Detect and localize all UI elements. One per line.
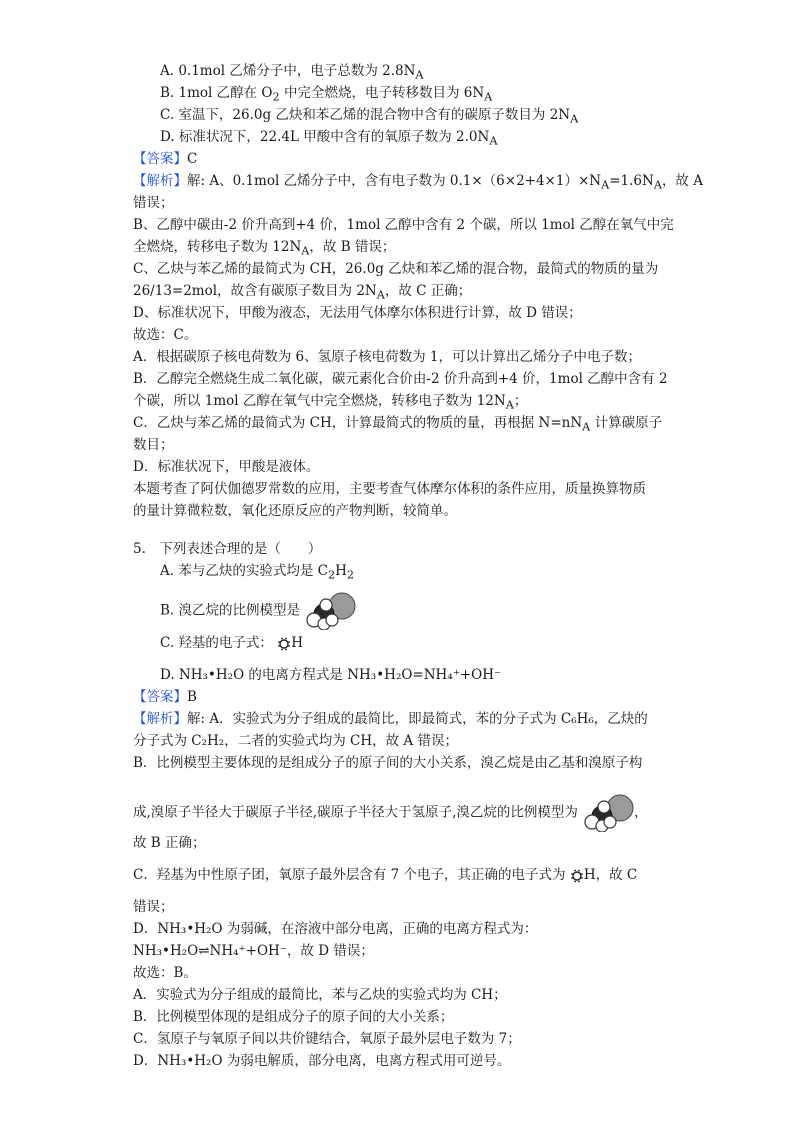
q5-analysis-line: 故选：B。	[133, 965, 197, 981]
q5-analysis-line: 【解析】解: A．实验式为分子组成的最简比，即最简式，苯的分子式为 C₆H₆，乙炔的	[133, 711, 648, 727]
q5-analysis-line: D．NH₃•H₂O 为弱碱，在溶液中部分电离，正确的电离方程式为：	[133, 921, 538, 937]
q4-analysis-line: 的量计算微粒数，氧化还原反应的产物判断，较简单。	[133, 503, 457, 519]
q4-option-d: D. 标准状况下，22.4L 甲酸中含有的氧原子数为 $2.0N_A$	[160, 129, 498, 148]
q4-analysis-line: 个碳，所以 1mol 乙醇在氧气中完全燃烧，转移电子数为 $12N_A$；	[133, 393, 528, 412]
q4-option-a: A. 0.1mol 乙烯分子中，电子总数为 $2.8N_A$	[160, 63, 424, 82]
q4-analysis-line: 错误；	[133, 195, 174, 211]
q5-stem: 5. 下列表述合理的是（ ）	[133, 541, 322, 557]
q4-option-c: C. 室温下，26.0g 乙炔和苯乙烯的混合物中含有的碳原子数目为 $2N_A$	[160, 107, 579, 126]
q5-option-b: B. 溴乙烷的比例模型是	[160, 592, 356, 630]
q5-analysis-line: C．氢原子与氧原子间以共价键结合，氧原子最外层电子数为 7；	[133, 1031, 521, 1047]
hydroxyl-electron-dot-icon	[570, 869, 584, 883]
q4-analysis-line: 故选：C。	[133, 327, 198, 343]
q5-option-d: D. NH₃•H₂O 的电离方程式是 NH₃•H₂O=NH₄⁺+OH⁻	[160, 667, 502, 683]
q5-analysis-line: 成,溴原子半径大于碳原子半径,碳原子半径大于氢原子,溴乙烷的比例模型为 ，	[133, 794, 648, 832]
q5-option-a: A. 苯与乙炔的实验式均是 $C_2H_2$	[160, 563, 355, 582]
q5-analysis-line: D．NH₃•H₂O 为弱电解质，部分电离，电离方程式用可逆号。	[133, 1053, 511, 1069]
q5-analysis-line: NH₃•H₂O⇌NH₄⁺+OH⁻，故 D 错误；	[133, 943, 374, 959]
q4-analysis-line: C、乙炔与苯乙烯的最简式为 CH，26.0g 乙炔和苯乙烯的混合物，最简式的物质的量为	[133, 261, 659, 277]
q4-analysis-line: D．标准状况下，甲酸是液体。	[133, 459, 320, 475]
q4-analysis-line: 【解析】解: A、0.1mol 乙烯分子中，含有电子数为 $0.1\times(6\times 2+4\times 1)\times N_A=1.6N_A$，故 A	[133, 173, 703, 192]
hydroxyl-electron-dot-icon	[277, 637, 291, 651]
q4-analysis-line: D、标准状况下，甲酸为液态，无法用气体摩尔体积进行计算，故 D 错误；	[133, 305, 582, 321]
q4-analysis-line: 26/13=2mol，故含有碳原子数目为 $2N_A$，故 C 正确；	[133, 283, 472, 302]
q5-analysis-line: 分子式为 C₂H₂，二者的实验式均为 CH，故 A 错误；	[133, 733, 458, 749]
q5-answer: 【答案】B	[133, 689, 197, 705]
q4-answer: 【答案】C	[133, 151, 198, 167]
q4-analysis-line: B、乙醇中碳由-2 价升高到+4 价，1mol 乙醇中含有 2 个碳，所以 1mol 乙醇在氧气中完	[133, 217, 674, 233]
q4-analysis-line: 数目；	[133, 437, 174, 453]
q5-analysis-line: C．羟基为中性原子团，氧原子最外层含有 7 个电子，其正确的电子式为 H，故 C	[133, 867, 638, 883]
q5-option-c: C. 羟基的电子式： H	[160, 635, 304, 651]
q4-analysis-line: 全燃烧，转移电子数为 $12N_A$，故 B 错误；	[133, 239, 396, 258]
q5-analysis-line: 错误；	[133, 899, 174, 915]
q4-analysis-line: C．乙炔与苯乙烯的最简式为 CH，计算最简式的物质的量，再根据 $N=nN_A$ 计算碳原子	[133, 415, 663, 434]
q5-analysis-line: 故 B 正确；	[133, 835, 206, 851]
q4-analysis-line: A．根据碳原子核电荷数为 6、氢原子核电荷数为 1，可以计算出乙烯分子中电子数；	[133, 349, 642, 365]
q4-analysis-line: 本题考查了阿伏伽德罗常数的应用，主要考查气体摩尔体积的条件应用，质量换算物质	[133, 481, 646, 497]
bromoethane-model-icon	[304, 592, 356, 630]
q4-analysis-line: B．乙醇完全燃烧生成二氧化碳，碳元素化合价由-2 价升高到+4 价，1mol 乙醇中含有 2	[133, 371, 668, 387]
q5-analysis-line: A．实验式为分子组成的最简比，苯与乙炔的实验式均为 CH；	[133, 987, 507, 1003]
q5-analysis-line: B．比例模型主要体现的是组成分子的原子间的大小关系，溴乙烷是由乙基和溴原子构	[133, 755, 643, 771]
q5-analysis-line: B．比例模型体现的是组成分子的原子间的大小关系；	[133, 1009, 454, 1025]
bromoethane-model-icon	[582, 794, 634, 832]
q4-option-b: B. 1mol 乙醇在 $O_2$ 中完全燃烧，电子转移数目为 $6N_A$	[160, 85, 493, 104]
